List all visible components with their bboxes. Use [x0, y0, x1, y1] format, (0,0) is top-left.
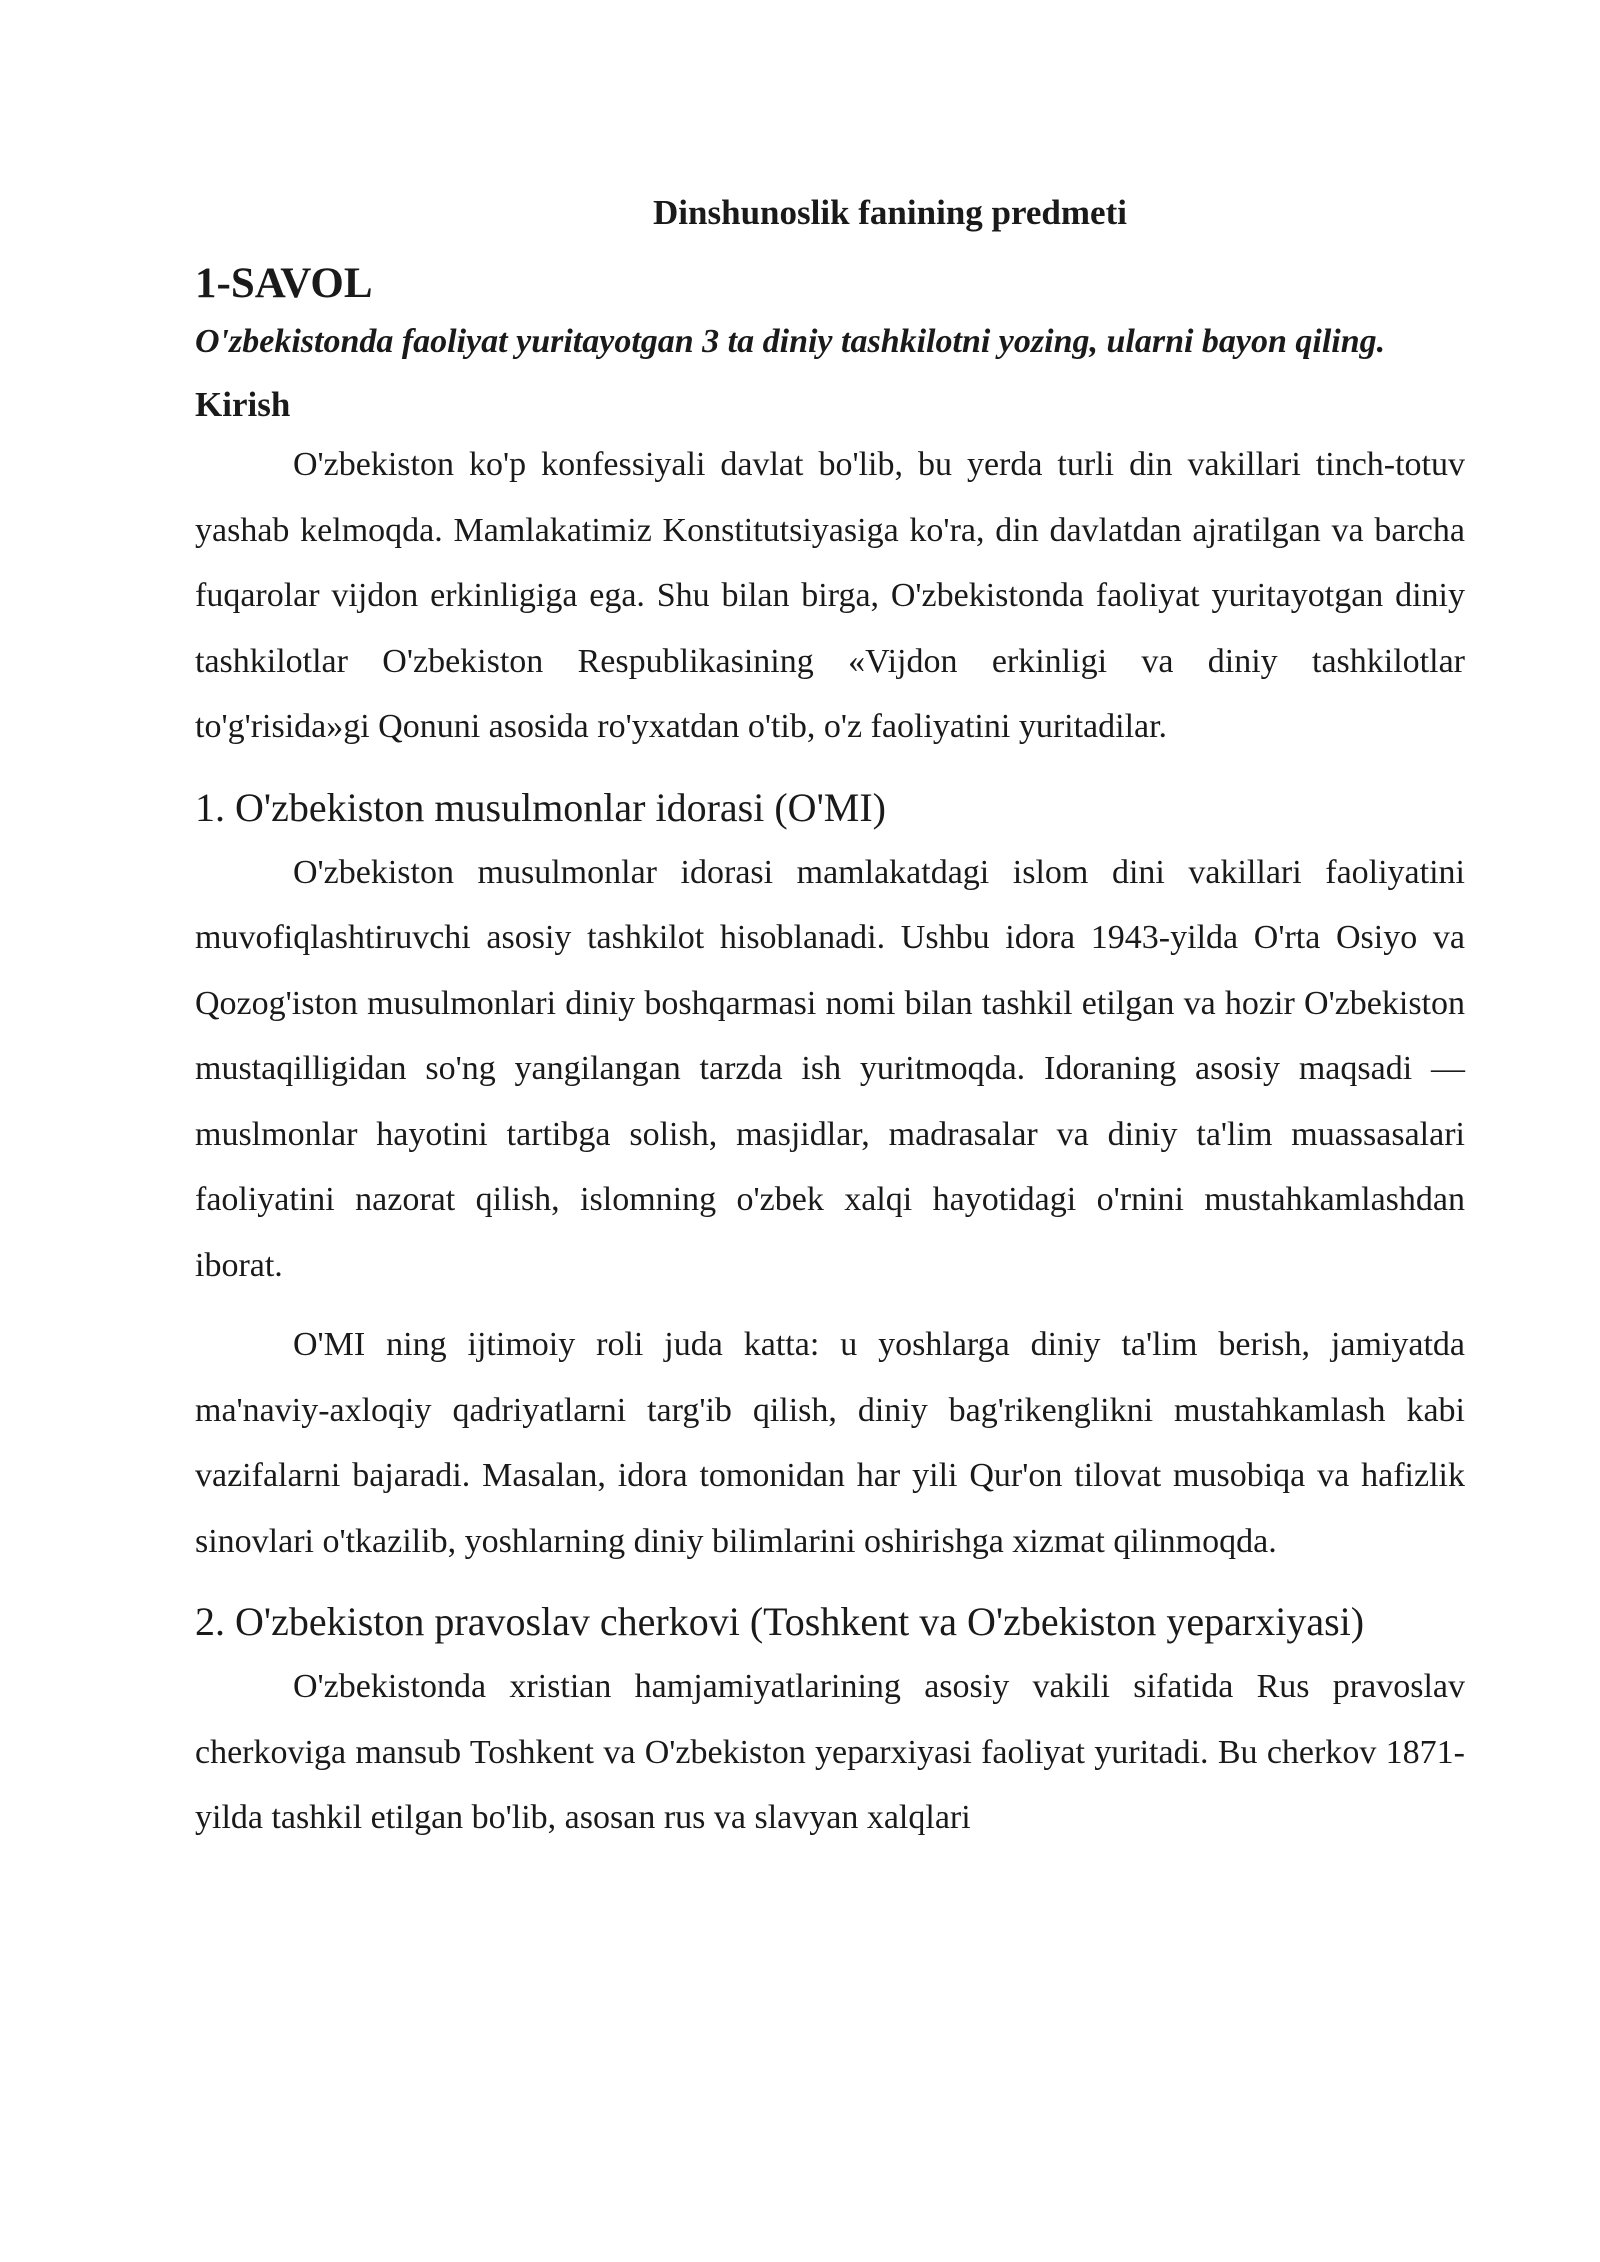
intro-paragraph: O'zbekiston ko'p konfessiyali davlat bo'lib, bu yerda turli din vakillari tinch-totuv yashab kelmoqda. Mamlakatimiz Konstitutsiyasiga ko'ra, din davlatdan ajratilgan va barcha fuqarolar vijdon erkinligiga ega. Shu bilan birga, O'zbekistonda faoliyat yuritayotgan diniy tashkilotlar O'zbekiston Respublikasining «Vijdon erkinligi va diniy tashkilotlar to'g'risida»gi Qonuni asosida ro'yxatdan o'tib, o'z faoliyatini yuritadilar. [195, 446, 1465, 745]
question-number: 1-SAVOL [195, 260, 373, 307]
document-page [195, 190, 1465, 1851]
section-2-paragraph-1: O'zbekistonda xristian hamjamiyatlarining asosiy vakili sifatida Rus pravoslav cherkoviga mansub Toshkent va O'zbekiston yeparxiyasi faoliyat yuritadi. Bu cherkov 1871-yilda tashkil etilgan bo'lib, asosan rus va slavyan xalqlari [195, 1668, 1465, 1836]
section-1-heading: 1. O'zbekiston musulmonlar idorasi (O'MI) [195, 784, 886, 830]
document-title: Dinshunoslik fanining predmeti [653, 193, 1127, 232]
section-1-paragraph-2: O'MI ning ijtimoiy roli juda katta: u yoshlarga diniy ta'lim berish, jamiyatda ma'naviy-axloqiy qadriyatlarni targ'ib qilish, diniy bag'rikenglikni mustahkamlash kabi vazifalarni bajaradi. Masalan, idora tomonidan har yili Qur'on tilovat musobiqa va hafizlik sinovlari o'tkazilib, yoshlarning diniy bilimlarini oshirishga xizmat qilinmoqda. [195, 1326, 1465, 1560]
intro-heading: Kirish [195, 385, 291, 424]
section-2-heading: 2. O'zbekiston pravoslav cherkovi (Toshkent va O'zbekiston yeparxiyasi) [195, 1599, 1365, 1644]
question-text: O'zbekistonda faoliyat yuritayotgan 3 ta diniy tashkilotni yozing, ularni bayon qiling. [195, 323, 1386, 360]
section-1-paragraph-1: O'zbekiston musulmonlar idorasi mamlakatdagi islom dini vakillari faoliyatini muvofiqlashtiruvchi asosiy tashkilot hisoblanadi. Ushbu idora 1943-yilda O'rta Osiyo va Qozog'iston musulmonlari diniy boshqarmasi nomi bilan tashkil etilgan va hozir O'zbekiston mustaqilligidan so'ng yangilangan tarzda ish yuritmoqda. Idoraning asosiy maqsadi — muslmonlar hayotini tartibga solish, masjidlar, madrasalar va diniy ta'lim muassasalari faoliyatini nazorat qilish, islomning o'zbek xalqi hayotidagi o'rnini mustahkamlashdan iborat. [195, 853, 1465, 1284]
